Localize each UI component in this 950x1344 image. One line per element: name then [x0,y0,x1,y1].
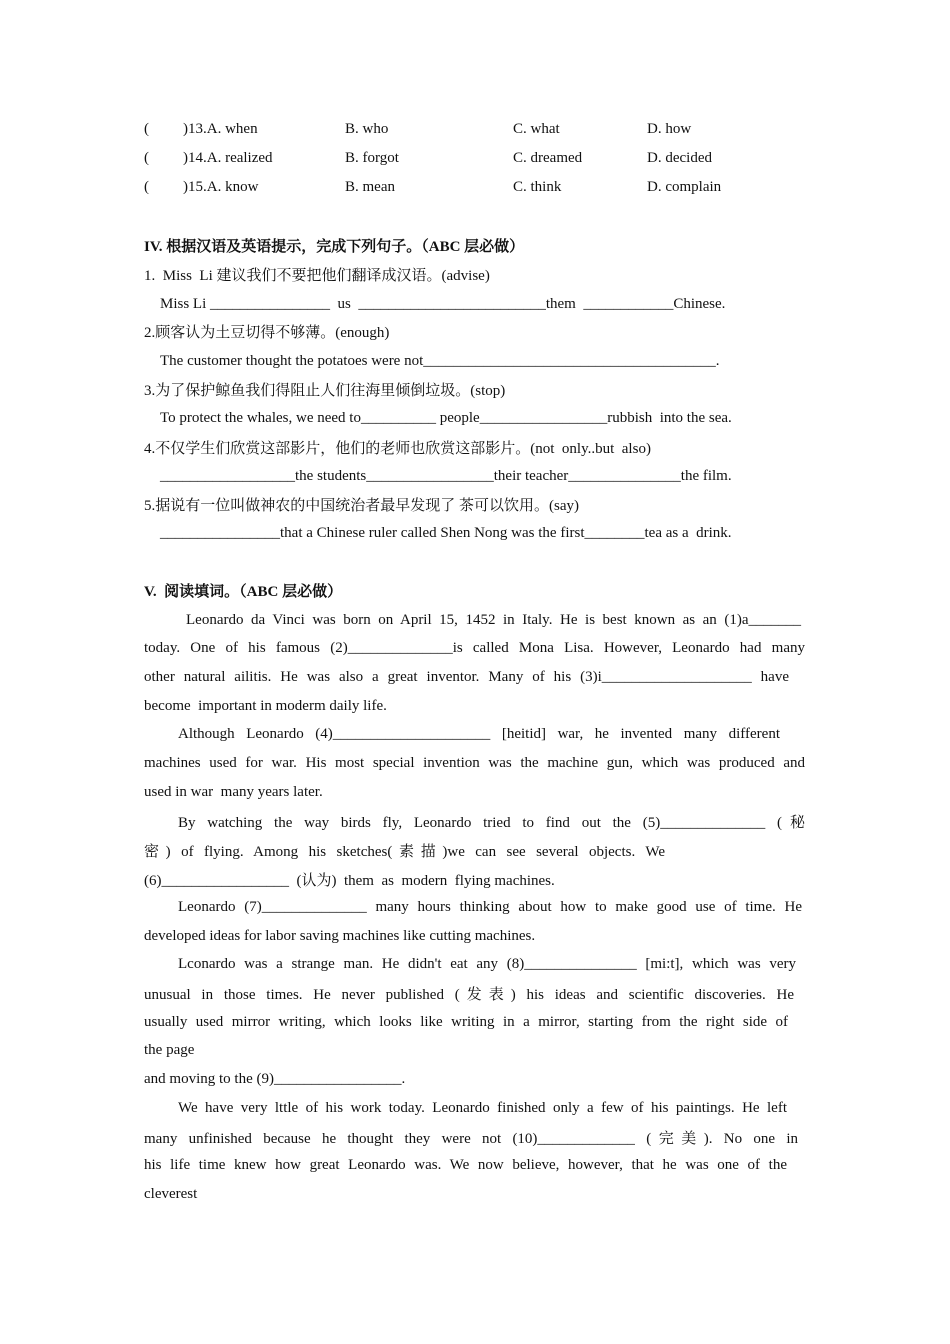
passage-line: unusual in those times. He never published (发表) his ideas and scientific discoveries. He [144,987,794,1003]
sentence-answer-line: __________________the students_________________their teacher_______________the film. [160,468,732,484]
sentence-answer-line: ________________that a Chinese ruler called Shen Nong was the first________tea as a drink. [160,525,732,541]
sentence-answer-line: To protect the whales, we need to__________ people_________________rubbish into the sea. [160,410,732,426]
passage-line: today. One of his famous (2)______________is called Mona Lisa. However, Leonardo had many [144,640,805,656]
option-b: B. mean [345,179,395,195]
passage-line: machines used for war. His most special invention was the machine gun, which was produced and [144,755,805,771]
answer-paren: ( [144,179,149,195]
sentence-prompt: 3.为了保护鲸鱼我们得阻止人们往海里倾倒垃圾。(stop) [144,383,506,399]
option-b: B. forgot [345,150,399,166]
passage-line: other natural ailitis. He was also a great inventor. Many of his (3)i____________________ have [144,669,789,685]
sentence-prompt: 1. Miss Li 建议我们不要把他们翻译成汉语。(advise) [144,268,490,284]
passage-line: many unfinished because he thought they were not (10)_____________ (完美). No one in [144,1131,798,1147]
passage-line: and moving to the (9)_________________. [144,1071,406,1087]
sentence-prompt: 4.不仅学生们欣赏这部影片，他们的老师也欣赏这部影片。(not only..but also) [144,441,651,457]
passage-line: Leonardo (7)______________ many hours thinking about how to make good use of time. He [178,899,802,915]
passage-line: 密) of flying. Among his sketches(素描)we can see several objects. We [144,844,665,860]
passage-line: usually used mirror writing, which looks like writing in a mirror, starting from the right side of [144,1014,788,1030]
passage-line: used in war many years later. [144,784,323,800]
option-c: C. what [513,121,560,137]
passage-line: Although Leonardo (4)_____________________ [heitid] war, he invented many different [178,726,780,742]
question-option-a: )14.A. realized [183,150,273,166]
passage-line: By watching the way birds fly, Leonardo tried to find out the (5)______________ (秘 [178,815,805,831]
passage-line: (6)_________________ (认为) them as modern flying machines. [144,873,555,889]
passage-line: developed ideas for labor saving machines like cutting machines. [144,928,536,944]
sentence-prompt: 5.据说有一位叫做神农的中国统治者最早发现了 茶可以饮用。(say) [144,498,579,514]
option-c: C. dreamed [513,150,583,166]
passage-line: Leonardo da Vinci was born on April 15, 1452 in Italy. He is best known as an (1)a_______ [186,612,801,628]
option-c: C. think [513,179,562,195]
passage-line: We have very lttle of his work today. Leonardo finished only a few of his paintings. He left [178,1100,787,1116]
section-5-heading: V. 阅读填词。（ABC 层必做） [144,584,343,600]
answer-paren: ( [144,150,149,166]
option-b: B. who [345,121,389,137]
answer-paren: ( [144,121,149,137]
option-d: D. complain [647,179,722,195]
question-option-a: )13.A. when [183,121,258,137]
passage-line: his life time knew how great Leonardo was. We now believe, however, that he was one of the [144,1157,787,1173]
section-4-heading: IV. 根据汉语及英语提示，完成下列句子。（ABC 层必做） [144,239,525,255]
passage-line: cleverest [144,1186,198,1202]
passage-line: become important in moderm daily life. [144,698,387,714]
option-d: D. decided [647,150,712,166]
sentence-answer-line: The customer thought the potatoes were not_______________________________________. [160,353,720,369]
sentence-prompt: 2.顾客认为土豆切得不够薄。(enough) [144,325,390,341]
passage-line: Lconardo was a strange man. He didn't eat any (8)_______________ [mi:t], which was very [178,956,796,972]
sentence-answer-line: Miss Li ________________ us _________________________them ____________Chinese. [160,296,726,312]
question-option-a: )15.A. know [183,179,259,195]
option-d: D. how [647,121,692,137]
passage-line: the page [144,1042,195,1058]
